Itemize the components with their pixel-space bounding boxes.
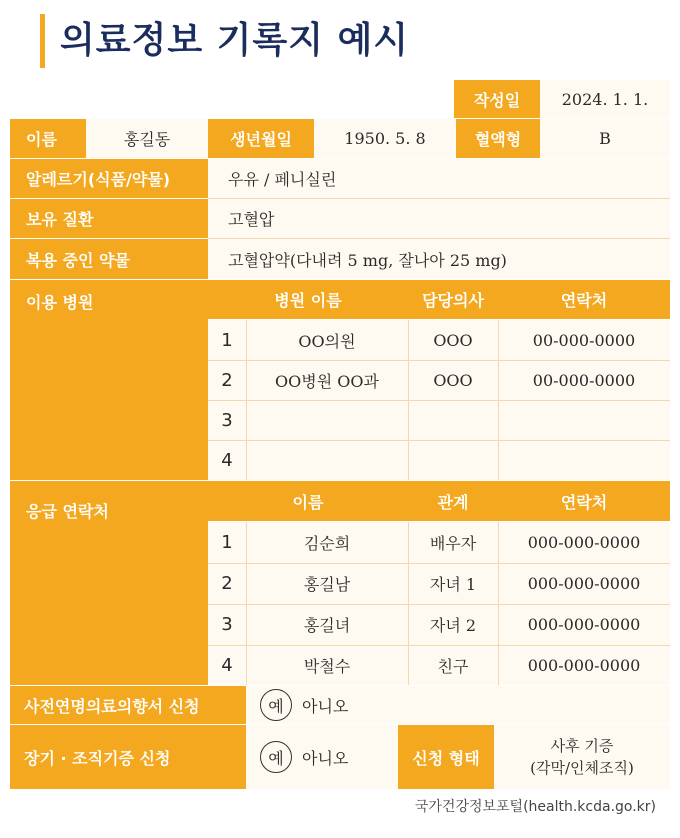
- hospitals-label: 이용 병원: [10, 280, 208, 480]
- allergy-value: 우유 / 페니실린: [208, 159, 670, 198]
- emergency-phone: 000-000-0000: [498, 522, 670, 563]
- donation-type-value: [494, 725, 670, 789]
- advance-directive-label: 사전연명의료의향서 신청: [10, 686, 246, 724]
- hospital-doctor: OOO: [408, 360, 498, 400]
- hospital-phone-header: 연락처: [498, 280, 670, 319]
- hospital-phone: [498, 440, 670, 480]
- organ-donation-label: 장기 · 조직기증 신청: [10, 725, 246, 789]
- hospital-doctor: OOO: [408, 320, 498, 360]
- grid-line: [208, 604, 670, 605]
- allergy-label: 알레르기(식품/약물): [10, 159, 208, 198]
- grid-line: [208, 440, 670, 441]
- advance-directive-no-option[interactable]: 아니오: [302, 696, 349, 716]
- hospital-row-number: 4: [208, 440, 246, 480]
- hospital-phone: [498, 400, 670, 440]
- emergency-relation: 배우자: [408, 522, 498, 563]
- hospital-doctor: [408, 440, 498, 480]
- grid-line: [208, 563, 670, 564]
- emergency-phone: 000-000-0000: [498, 645, 670, 685]
- medication-label: 복용 중인 약물: [10, 239, 208, 279]
- hospital-row-number: 2: [208, 360, 246, 400]
- grid-line: [208, 198, 670, 199]
- birth-value: 1950. 5. 8: [314, 119, 456, 158]
- donation-type-label: 신청 형태: [398, 725, 494, 789]
- emergency-label: 응급 연락처: [10, 481, 208, 685]
- hospital-name: OO병원 OO과: [246, 360, 408, 400]
- emergency-name: 홍길녀: [246, 604, 408, 645]
- hospital-name: OO의원: [246, 320, 408, 360]
- hospital-row-number: 3: [208, 400, 246, 440]
- emergency-name: 김순희: [246, 522, 408, 563]
- hospital-name: [246, 440, 408, 480]
- emergency-relation: 친구: [408, 645, 498, 685]
- emergency-phone: 000-000-0000: [498, 563, 670, 604]
- medication-value: 고혈압약(다내려 5 mg, 잘나아 25 mg): [208, 239, 670, 279]
- hospital-name-header: 병원 이름: [208, 280, 408, 319]
- hospital-phone: 00-000-0000: [498, 360, 670, 400]
- grid-line: [208, 645, 670, 646]
- name-label: 이름: [10, 119, 86, 158]
- grid-line: [208, 238, 670, 239]
- emergency-relation: 자녀 2: [408, 604, 498, 645]
- grid-line: [208, 360, 670, 361]
- disease-value: 고혈압: [208, 199, 670, 238]
- hospital-name: [246, 400, 408, 440]
- blood-type-value: B: [540, 119, 670, 158]
- blood-type-label: 혈액형: [456, 119, 540, 158]
- emergency-phone: 000-000-0000: [498, 604, 670, 645]
- name-value: 홍길동: [86, 119, 208, 158]
- hospital-phone: 00-000-0000: [498, 320, 670, 360]
- donation-type-line1: 사후 기증: [550, 737, 614, 755]
- donation-type-line2: (각막/인체조직): [530, 759, 634, 777]
- written-date-label: 작성일: [454, 80, 540, 118]
- written-date-value: 2024. 1. 1.: [540, 80, 670, 118]
- emergency-row-number: 4: [208, 645, 246, 685]
- hospital-doctor: [408, 400, 498, 440]
- advance-directive-yes-option[interactable]: 예: [260, 689, 292, 721]
- hospital-row-number: 1: [208, 320, 246, 360]
- advance-directive-options: [246, 686, 670, 724]
- emergency-relation-header: 관계: [408, 481, 498, 521]
- emergency-relation: 자녀 1: [408, 563, 498, 604]
- organ-donation-options: [246, 725, 398, 789]
- emergency-name: 박철수: [246, 645, 408, 685]
- emergency-row-number: 1: [208, 522, 246, 563]
- emergency-row-number: 2: [208, 563, 246, 604]
- page-title: 의료정보 기록지 예시: [60, 20, 410, 61]
- grid-line: [208, 400, 670, 401]
- title-accent-bar: [40, 14, 45, 68]
- emergency-name-header: 이름: [208, 481, 408, 521]
- organ-donation-no-option[interactable]: 아니오: [302, 748, 349, 768]
- birth-label: 생년월일: [208, 119, 314, 158]
- organ-donation-yes-option[interactable]: 예: [260, 741, 292, 773]
- emergency-name: 홍길남: [246, 563, 408, 604]
- disease-label: 보유 질환: [10, 199, 208, 238]
- emergency-phone-header: 연락처: [498, 481, 670, 521]
- emergency-row-number: 3: [208, 604, 246, 645]
- source-footer: 국가건강정보포털(health.kcda.go.kr): [414, 799, 656, 815]
- hospital-doctor-header: 담당의사: [408, 280, 498, 319]
